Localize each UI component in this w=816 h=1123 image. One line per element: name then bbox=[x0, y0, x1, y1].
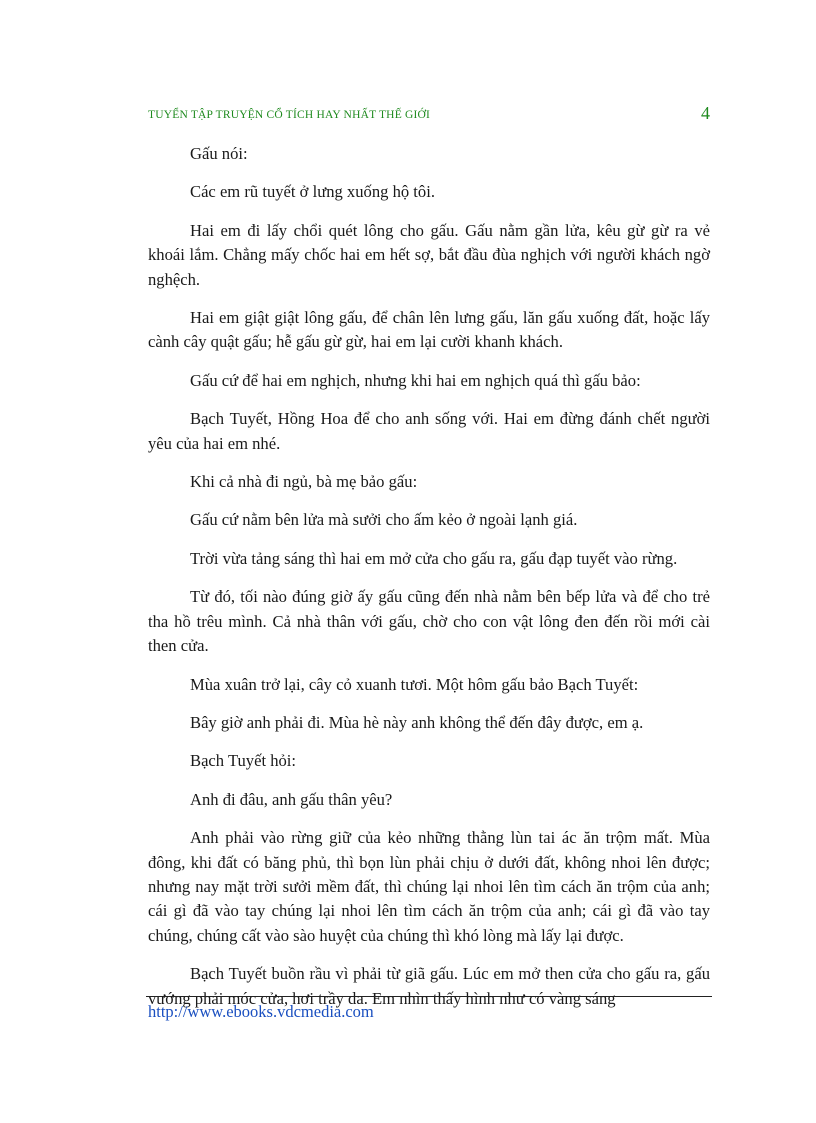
paragraph: Anh đi đâu, anh gấu thân yêu? bbox=[190, 789, 393, 809]
footer-divider bbox=[146, 996, 712, 997]
paragraph: Gấu cứ nằm bên lửa mà sưởi cho ấm kẻo ở ngoài lạnh giá. bbox=[190, 510, 578, 530]
story-body bbox=[148, 142, 710, 1025]
paragraph: Bây giờ anh phải đi. Mùa hè này anh không thể đến đây được, em ạ. bbox=[190, 712, 644, 732]
paragraph: Từ đó, tối nào đúng giờ ấy gấu cũng đến nhà nằm bên bếp lửa và để cho trẻ tha hồ trêu mình. Cả nhà thân với gấu, chờ cho con vật lông đen đến rồi mới cài then cửa. bbox=[148, 587, 710, 656]
paragraph: Gấu cứ để hai em nghịch, nhưng khi hai em nghịch quá thì gấu bảo: bbox=[190, 370, 641, 390]
footer-website-link[interactable]: http://www.ebooks.vdcmedia.com bbox=[148, 1002, 374, 1021]
page-number: 4 bbox=[701, 103, 710, 123]
paragraph: Hai em đi lấy chổi quét lông cho gấu. Gấu nằm gần lửa, kêu gừ gừ ra vẻ khoái lắm. Chẳng mấy chốc hai em hết sợ, bắt đầu đùa nghịch với người khách ngờ nghệch. bbox=[148, 220, 710, 289]
paragraph: Hai em giật giật lông gấu, để chân lên lưng gấu, lăn gấu xuống đất, hoặc lấy cành cây quật gấu; hễ gấu gừ gừ, hai em lại cười khanh khách. bbox=[148, 308, 710, 352]
paragraph: Gấu nói: bbox=[190, 144, 248, 163]
page-header bbox=[148, 103, 710, 126]
paragraph: Bạch Tuyết, Hồng Hoa để cho anh sống với. Hai em đừng đánh chết người yêu của hai em nhé. bbox=[148, 409, 710, 453]
book-title: TUYỂN TẬP TRUYỆN CỔ TÍCH HAY NHẤT THẾ GIỚI bbox=[148, 109, 431, 121]
paragraph: Bạch Tuyết buồn rầu vì phải từ giã gấu. Lúc em mở then cửa cho gấu ra, gấu vướng phải móc cửa, hơi trầy da. Em nhìn thấy hình như có vàng sáng bbox=[148, 964, 710, 1008]
paragraph: Trời vừa tảng sáng thì hai em mở cửa cho gấu ra, gấu đạp tuyết vào rừng. bbox=[190, 548, 678, 568]
paragraph: Khi cả nhà đi ngủ, bà mẹ bảo gấu: bbox=[190, 472, 418, 492]
paragraph: Anh phải vào rừng giữ của kẻo những thằng lùn tai ác ăn trộm mất. Mùa đông, khi đất có băng phủ, thì bọn lùn phải chịu ở dưới đất, không nhoi lên được; nhưng nay mặt trời sưởi mềm đất, thì chúng lại nhoi lên tìm cách ăn trộm của anh; cái gì đã vào tay chúng lại nhoi lên tìm cách ăn trộm của anh; cái gì đã vào tay chúng, chúng cất vào sào huyệt của chúng thì khó lòng mà lấy lại được. bbox=[148, 828, 710, 945]
paragraph: Các em rũ tuyết ở lưng xuống hộ tôi. bbox=[190, 182, 435, 202]
paragraph: Bạch Tuyết hỏi: bbox=[190, 751, 297, 771]
paragraph: Mùa xuân trở lại, cây cỏ xuanh tươi. Một hôm gấu bảo Bạch Tuyết: bbox=[190, 674, 639, 694]
